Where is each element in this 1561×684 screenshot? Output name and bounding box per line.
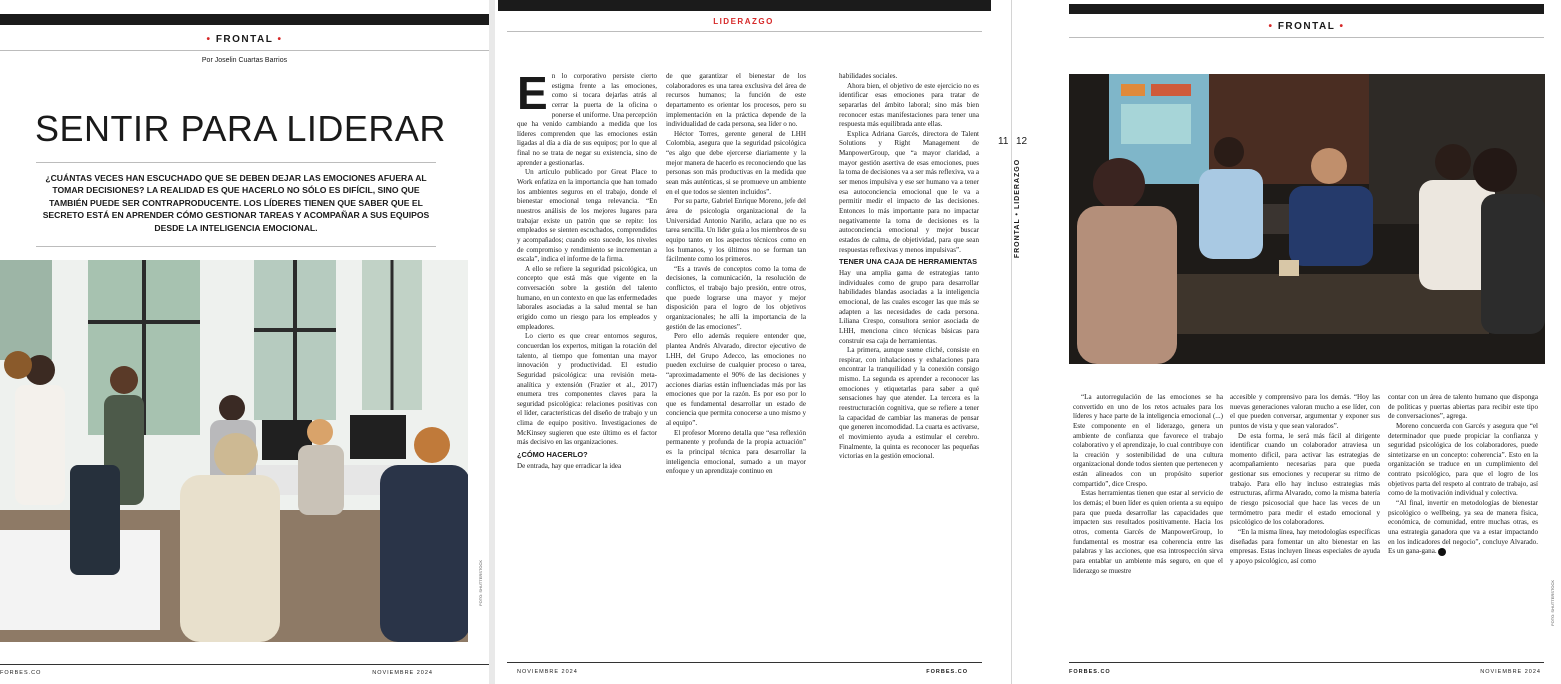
spine-gutter <box>992 0 1032 684</box>
paragraph: Moreno concuerda con Garcés y asegura que “el determinador que puede propiciar la confianza y seguridad psicológica de los colaboradores, puede sintetizarse en un concepto: coherencia”. Esto en la organización se traduce en un cumplimiento del contrato psicológico, para que el logro de los objetivos parta del respeto al contrato de trabajo, así como de la motivación individual y colectiva. <box>1388 421 1538 498</box>
page-center <box>495 0 992 684</box>
footer-brand: FORBES.CO <box>926 669 968 675</box>
photo-credit: FOTO: SHUTTERSTOCK <box>1550 580 1555 626</box>
section-label-liderazgo: LIDERAZGO <box>713 17 774 26</box>
paragraph: “Al final, invertir en metodologías de bienestar psicológico o wellbeing, ya sea de manera física, económica, de comunidad, entre muchas otras, es una estrategia ganadora que va a estar impactando en los indicadores del negocio”, concluye Alvarado. Es un gana-gana. F <box>1388 499 1538 556</box>
paragraph: accesible y comprensivo para los demás. “Hoy las nuevas generaciones valoran mucho a ese líder, con el que pueden conversar, argumentar y exponer sus puntos de vista y que sean valorados”. <box>1230 393 1380 430</box>
footer-issue: NOVIEMBRE 2024 <box>1480 669 1541 675</box>
footer-rule <box>0 664 489 665</box>
subheading: TENER UNA CAJA DE HERRAMIENTAS <box>839 257 978 267</box>
footer-rule <box>507 662 982 663</box>
paragraph: Un artículo publicado por Great Place to Work enfatiza en la importancia que han tomado los ambientes seguros en el trabajo, donde el bienestar emocional tenga relevancia. “En nuestros análisis de los mejores lugares para trabajar existe un patrón que se repite: los empleados se sienten escuchados, comprendidos y acompañados; cuando esto sucede, los niveles de compromiso y rendimiento se incrementan a escala”, indica el informe de la firma. <box>517 168 657 264</box>
article-column-2 <box>666 72 806 672</box>
paragraph: “La autorregulación de las emociones se ha convertido en uno de los retos actuales para los líderes y hace parte de la inteligencia emocional (...) Este componente en el liderazgo, genera un ambiente de confianza que favorece el trabajo colaborativo y el aprendizaje, lo cual contribuye con la creación y sostenibilidad de una cultura organizacional donde todos sienten que pertenecen y están alineados con un propósito superior compartido”, dice Crespo. <box>1073 393 1223 488</box>
paragraph: Hay una amplia gama de estrategias tanto individuales como de grupo para desarrollar habilidades blandas asociadas a la inteligencia emocional, de las cuales escoger las que más se adapten a las necesidades de cada persona. Liliana Crespo, consultora senior asociada de LHH, menciona cinco técnicas básicas para construir esa caja de herramientas. <box>839 269 979 345</box>
paragraph: En lo corporativo persiste cierto estigma frente a las emociones, como si tocara dejarlas atrás al cerrar la puerta de la oficina o ponerse el uniforme. Una percepción que ha venido cambiando a medida que los líderes comprenden que las emociones están ligadas al día a día de sus equipos; por lo que al final no se trata de negar su existencia, sino de aprender a gestionarlas. <box>517 72 657 167</box>
divider <box>1069 37 1544 38</box>
article-column-4 <box>1073 393 1223 673</box>
header-bar <box>0 14 489 25</box>
footer-issue: NOVIEMBRE 2024 <box>517 669 578 675</box>
article-deck: ¿CUÁNTAS VECES HAN ESCUCHADO QUE SE DEBEN DEJAR LAS EMOCIONES AFUERA AL TOMAR DECISIONES? LA REALIDAD ES QUE HACERLO NO SÓLO ES DIFÍCIL, SINO QUE TAMBIÉN PUEDE SER CONTRAPRODUCENTE. LOS LÍDERES TIENEN QUE SABER QUE EL SECRETO ESTÁ EN APRENDER CÓMO GESTIONAR TAREAS Y ACOMPAÑAR A SUS EQUIPOS DESDE LA INTELIGENCIA EMOCIONAL. <box>42 173 430 233</box>
office-meeting-photo <box>0 260 468 642</box>
paragraph: La primera, aunque suene cliché, consiste en respirar, con inhalaciones y exhalaciones para encontrar la tranquilidad y la conexión consigo mismo. La segunda es aprender a reconocer las emociones y etiquetarlas para saber a qué sensaciones hay que atender. La tercera es la reestructuración cognitiva, que se refiere a tener la capacidad de cambiar las maneras de pensar que generen incomodidad. La cuarta es activarse, el movimiento ayuda a estimular el cerebro. Finalmente, la quinta es reconocer las pequeñas victorias en la gestión emocional. <box>839 346 979 461</box>
office-meeting-illustration <box>0 260 468 642</box>
paragraph: Héctor Torres, gerente general de LHH Colombia, asegura que la seguridad psicológica “es algo que debe ejercerse diariamente y la mejor manera de hacerlo es reconociendo que las personas son más productivas en la medida que sean más auténticas, si se promueve un ambiente en el que todos se sienten incluidos”. <box>666 129 806 196</box>
article-title: SENTIR PARA LIDERAR <box>35 108 446 149</box>
paragraph: De entrada, hay que erradicar la idea <box>517 461 622 470</box>
page-left-opener <box>0 0 489 684</box>
paragraph: “Es a través de conceptos como la toma de decisiones, la comunicación, la resolución de conflictos, el trabajo bajo presión, entre otros, que puede lograrse una mayor y mejor disposición para el logro de los objetivos organizacionales; he allí la importancia de la gestión de las emociones”. <box>666 264 806 331</box>
paragraph: de que garantizar el bienestar de los colaboradores es una tarea exclusiva del área de recursos humanos; la función de este departamento es orientar los procesos, pero su implementación en la práctica depende de la individualidad de cada persona, sea líder o no. <box>666 72 806 129</box>
paragraph: El profesor Moreno detalla que “esa reflexión permanente y profunda de la propia actuación” es la principal técnica para desarrollar la inteligencia emocional, sumado a un mayor enfoque y un aprendizaje continuo en <box>666 428 806 476</box>
spine-label-left: FRONTAL • LIDERAZGO <box>1014 158 1022 259</box>
paragraph: habilidades sociales. <box>839 72 898 80</box>
paragraph: Por su parte, Gabriel Enrique Moreno, jefe del área de psicología organizacional de la Universidad Antonio Nariño, aclara que no es tarea sencilla. Un líder guía a los miembros de su equipo tanto en los aspectos técnicos como en los humanos, y los últimos no se forman tan fácilmente como los primeros. <box>666 197 806 264</box>
divider <box>507 31 982 32</box>
footer-brand: FORBES.CO <box>0 670 42 676</box>
paragraph: Explica Adriana Garcés, directora de Talent Solutions y Right Management de ManpowerGroup, que “a mayor claridad, a mayor gestión asertiva de esas emociones, pues la toma de decisiones va a ser más reflexiva, va a ser menos impulsiva y ese ser humano va a tener esa autoconciencia emocional que le va a permitir medir el impacto de las decisiones. Entonces lo más importante para no impactar negativamente la toma de decisiones es la autoconciencia emocional y mejor buscar estados de calma, de objetividad, para que sean respuestas reflexivas y menos impulsivas”. <box>839 129 979 254</box>
page-right <box>1032 0 1561 684</box>
article-column-3 <box>839 72 979 672</box>
photo-credit: FOTO: SHUTTERSTOCK <box>478 560 483 606</box>
paragraph: Lo cierto es que crear entornos seguros, concuerdan los expertos, mitigan la rotación del talento, al tiempo que fomentan una mayor innovación y productividad. El estudio Seguridad psicológica: una revisión meta-analítica y extensión (Frazier et al., 2017) enumera tres componentes claves para la seguridad psicológica: relaciones positivas con el líder, características del diseño de trabajo y un clima de equipo positivo. Investigaciones de McKinsey sugieren que este último es el factor más decisivo en las organizaciones. <box>517 332 657 447</box>
header-bar <box>1069 4 1544 14</box>
footer-brand: FORBES.CO <box>1069 669 1111 675</box>
subheading: ¿CÓMO HACERLO? <box>517 449 588 459</box>
paragraph: De esta forma, le será más fácil al dirigente identificar cuando un colaborador atraviesa un momento difícil, para activar las estrategias de acompañamiento necesarias para que pueda gestionar sus emociones y recuperar su ritmo de trabajo. Para ello hay incluso estrategias más estructuras, afirma Alvarado, como la misma batería de riesgo psicosocial que hace las veces de un termómetro para medir el estado emocional y psicológico de los colaboradores. <box>1230 431 1380 527</box>
footer-rule <box>1069 662 1544 663</box>
paragraph: “En la misma línea, hay metodologías específicas diseñadas para fomentar un alto bienestar en las empresas. Estas incluyen líneas especiales de ayuda y apoyo psicológico, así como <box>1230 527 1380 565</box>
page-number-right: 12 <box>1016 136 1028 147</box>
gutter-line <box>1011 0 1012 684</box>
team-meeting-illustration <box>1069 74 1545 364</box>
section-label: • FRONTAL • <box>1268 21 1345 32</box>
header-bar <box>498 0 991 11</box>
article-column-6 <box>1388 393 1538 673</box>
footer-issue: NOVIEMBRE 2024 <box>372 670 433 676</box>
divider <box>36 246 436 247</box>
article-column-5 <box>1230 393 1380 673</box>
paragraph: A ello se refiere la seguridad psicológica, un concepto que está más que vigente en la conversación sobre la gestión del talento humano, en un contexto en que las enfermedades laborales asociadas a la salud mental se han erigido como un riesgo para los empleados y empleadores. <box>517 264 657 331</box>
divider <box>36 162 436 163</box>
paragraph: contar con un área de talento humano que disponga de políticas y puertas abiertas para recibir este tipo de conversaciones”, agrega. <box>1388 393 1538 421</box>
drop-cap: E <box>517 72 548 119</box>
article-column-1 <box>517 72 657 672</box>
team-meeting-photo <box>1069 74 1545 364</box>
divider <box>0 50 489 51</box>
paragraph: Estas herramientas tienen que estar al servicio de los demás; el buen líder es quien orienta a su equipo para que pueda desarrollar las capacidades que impacten sus resultados positivamente. Hacia los otros, comenta Garcés de ManpowerGroup, lo fundamental es mostrar esa coherencia entre las palabras y las acciones, que esa introspección sirva para entablar un ambiente más seguro, en que el liderazgo se muestre <box>1073 489 1223 575</box>
section-label: • FRONTAL • <box>206 34 283 45</box>
paragraph: Ahora bien, el objetivo de este ejercicio no es identificar esas emociones para tratar de separarlas del ámbito laboral; sino más bien reconocer estas manifestaciones para tener una respuesta más equilibrada ante ellas. <box>839 81 979 129</box>
page-number-left: 11 <box>998 136 1009 147</box>
byline: Por Joselin Cuartas Barrios <box>201 57 288 64</box>
forbes-endmark-icon: F <box>1438 548 1446 556</box>
paragraph: Pero ello además requiere entender que, plantea Andrés Alvarado, director ejecutivo de LHH, del Grupo Adecco, las emociones no pueden excluirse de cualquier proceso o tarea, “aproximadamente el 90% de las decisiones y acciones diarias están influenciadas más por las emociones que por la razón. Es por eso por lo que es fundamental desarrollar un estado de conciencia que permita conocerse a uno mismo y al equipo”. <box>666 332 806 428</box>
